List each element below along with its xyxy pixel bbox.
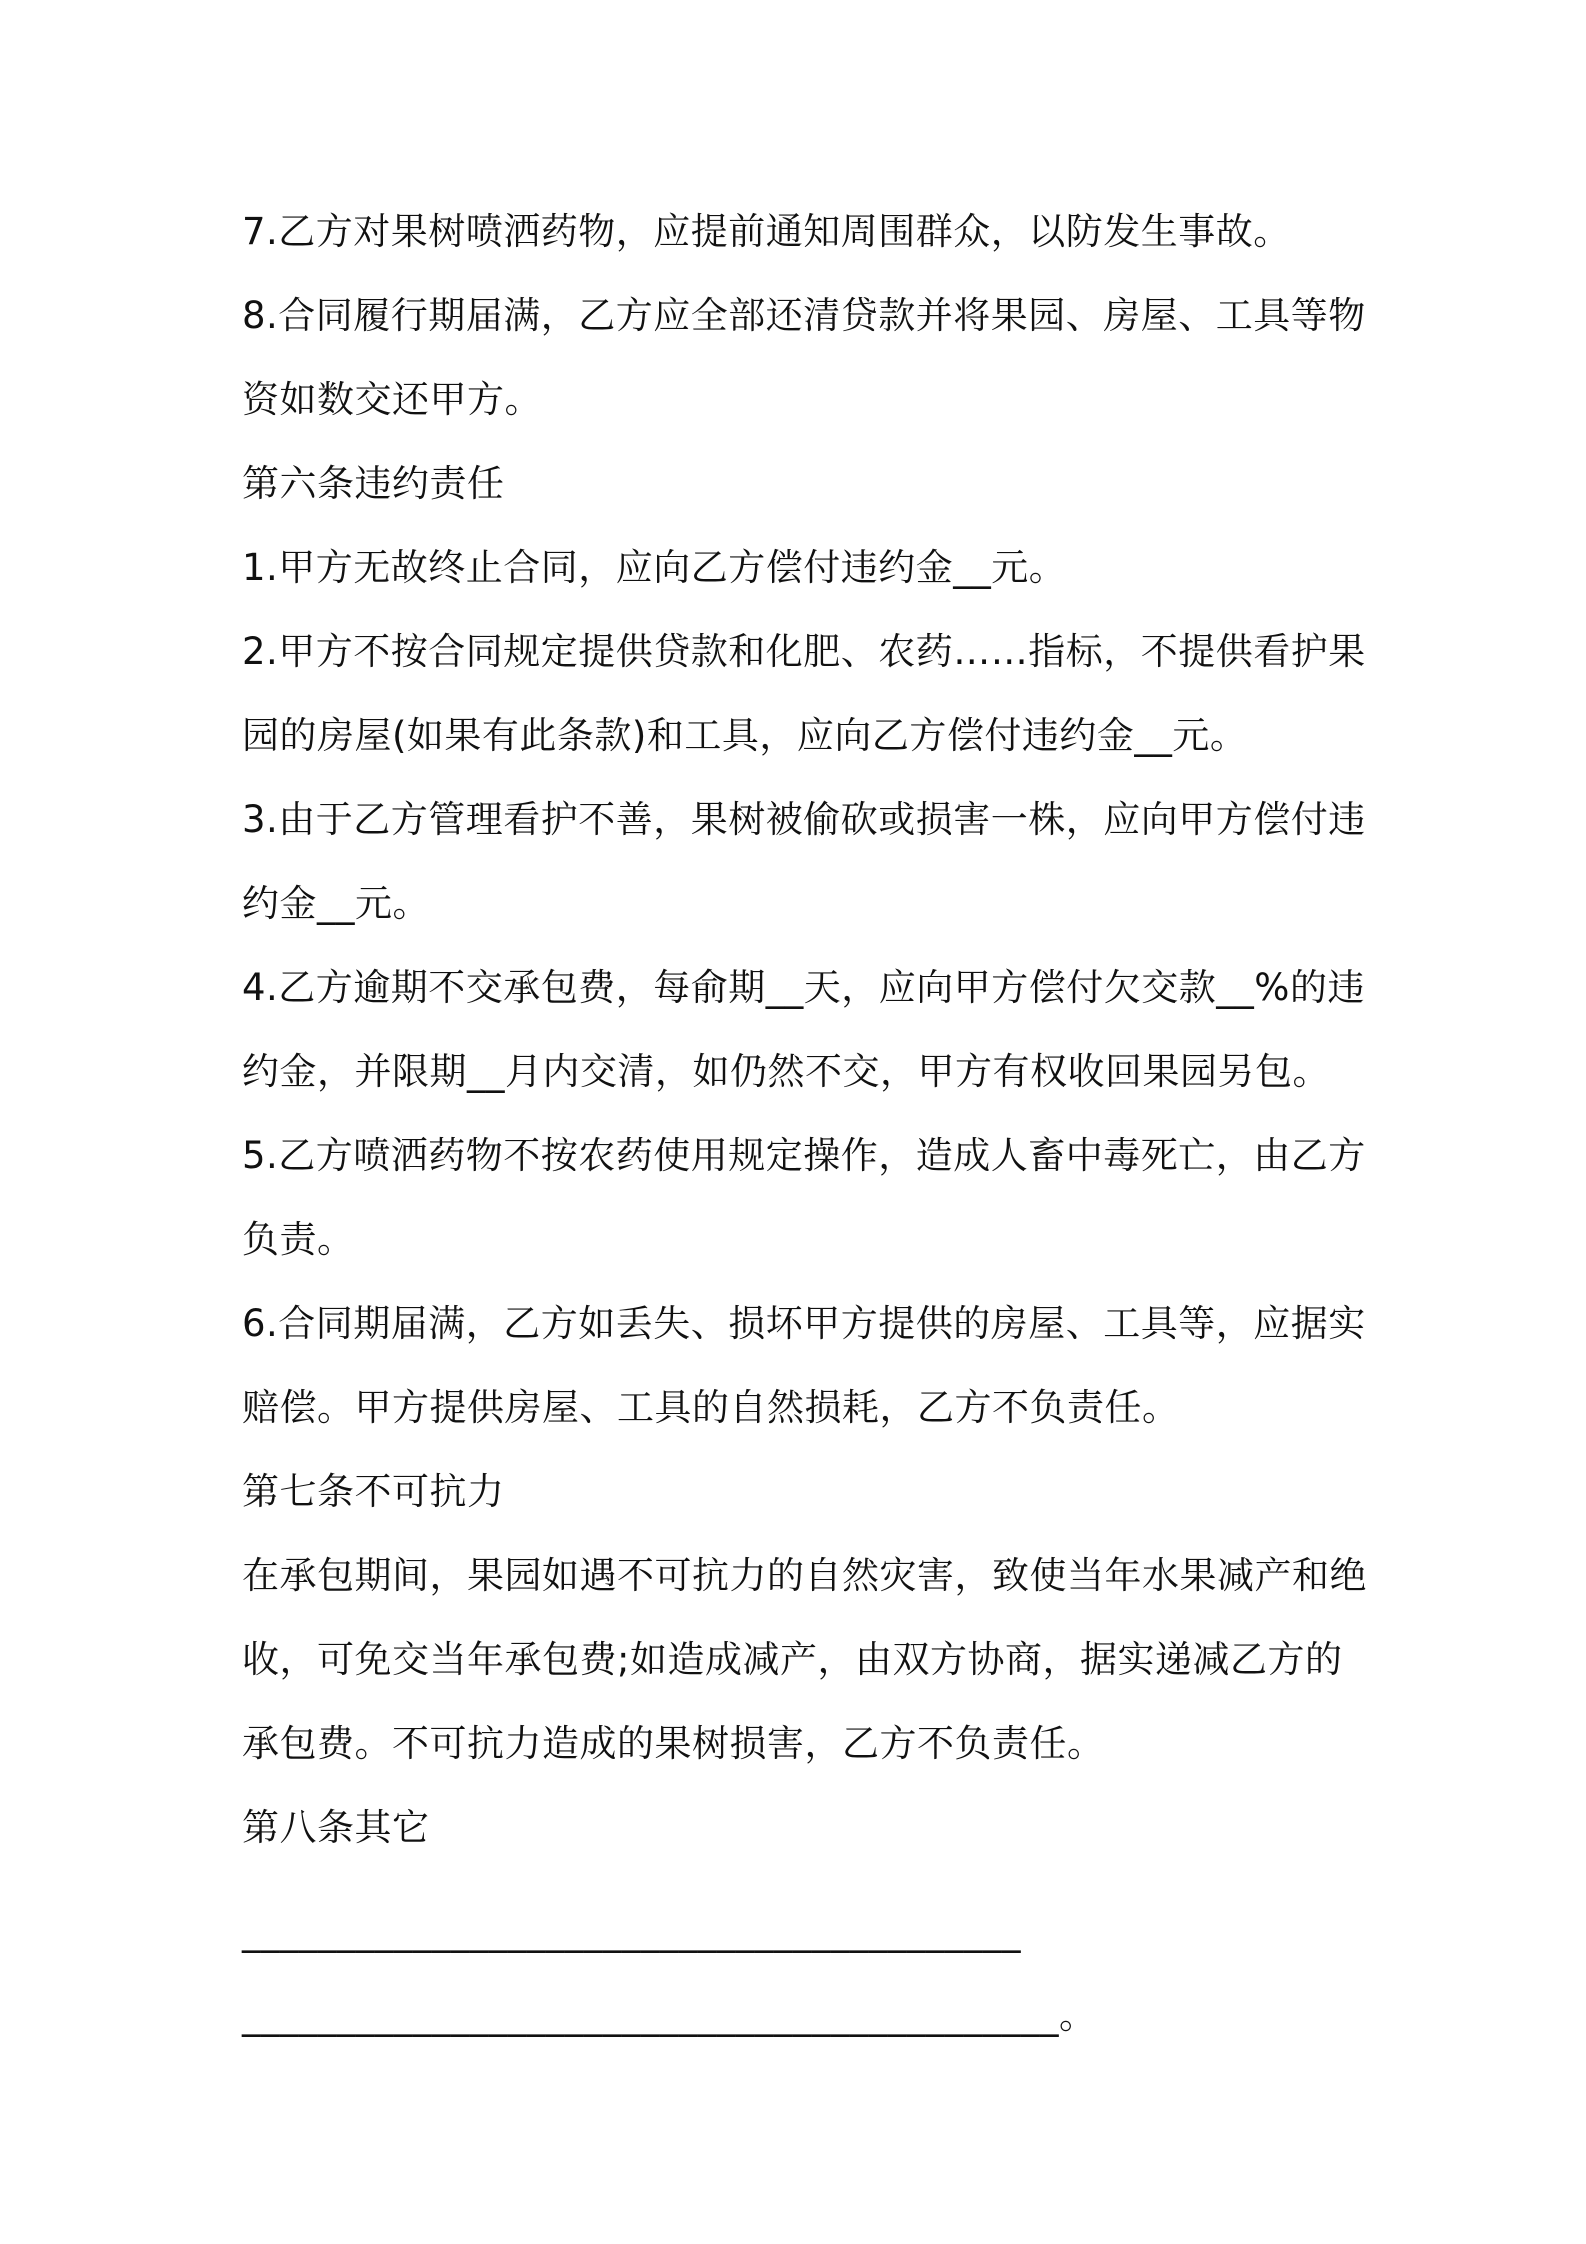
blank-spacer [242, 1870, 1372, 1890]
clause-7-body-line-1: 在承包期间，果园如遇不可抗力的自然灾害，致使当年水果减产和绝 [242, 1554, 1367, 1597]
clause-6-item-2-line-1: 2.甲方不按合同规定提供贷款和化肥、农药……指标，不提供看护果 [242, 630, 1366, 673]
clause-5-item-8-line-2: 资如数交还甲方。 [242, 378, 542, 421]
clause-8-heading: 第八条其它 [242, 1806, 430, 1849]
clause-6-item-6-line-1: 6.合同期届满，乙方如丢失、损坏甲方提供的房屋、工具等，应据实 [242, 1302, 1366, 1345]
clause-6-heading: 第六条违约责任 [242, 462, 505, 505]
clause-6-item-3-line-1: 3.由于乙方管理看护不善，果树被偷砍或损害一株，应向甲方偿付违 [242, 798, 1366, 841]
document-body [242, 190, 1372, 2058]
clause-6-item-3-line-2: 约金__元。 [242, 882, 430, 925]
clause-6-item-4-line-2: 约金，并限期__月内交清，如仍然不交，甲方有权收回果园另包。 [242, 1050, 1330, 1093]
clause-8-blank-line-1: _________________________________________ [242, 1910, 1021, 1953]
clause-6-item-5-line-2: 负责。 [242, 1218, 355, 1261]
clause-5-item-8-line-1: 8.合同履行期届满，乙方应全部还清贷款并将果园、房屋、工具等物 [242, 294, 1366, 337]
clause-6-item-6-line-2: 赔偿。甲方提供房屋、工具的自然损耗，乙方不负责任。 [242, 1386, 1180, 1429]
clause-6-item-5-line-1: 5.乙方喷洒药物不按农药使用规定操作，造成人畜中毒死亡，由乙方 [242, 1134, 1366, 1177]
clause-8-blank-line-2: ___________________________________________。 [242, 1994, 1097, 2037]
clause-6-item-4-line-1: 4.乙方逾期不交承包费，每俞期__天，应向甲方偿付欠交款__%的违 [242, 966, 1365, 1009]
clause-5-item-7: 7.乙方对果树喷洒药物，应提前通知周围群众，以防发生事故。 [242, 210, 1291, 253]
clause-7-body-line-3: 承包费。不可抗力造成的果树损害，乙方不负责任。 [242, 1722, 1105, 1765]
clause-6-item-2-line-2: 园的房屋(如果有此条款)和工具，应向乙方偿付违约金__元。 [242, 714, 1248, 757]
clause-6-item-1: 1.甲方无故终止合同，应向乙方偿付违约金__元。 [242, 546, 1067, 589]
clause-7-body-line-2: 收，可免交当年承包费;如造成减产，由双方协商，据实递减乙方的 [242, 1638, 1343, 1681]
clause-7-heading: 第七条不可抗力 [242, 1470, 505, 1513]
